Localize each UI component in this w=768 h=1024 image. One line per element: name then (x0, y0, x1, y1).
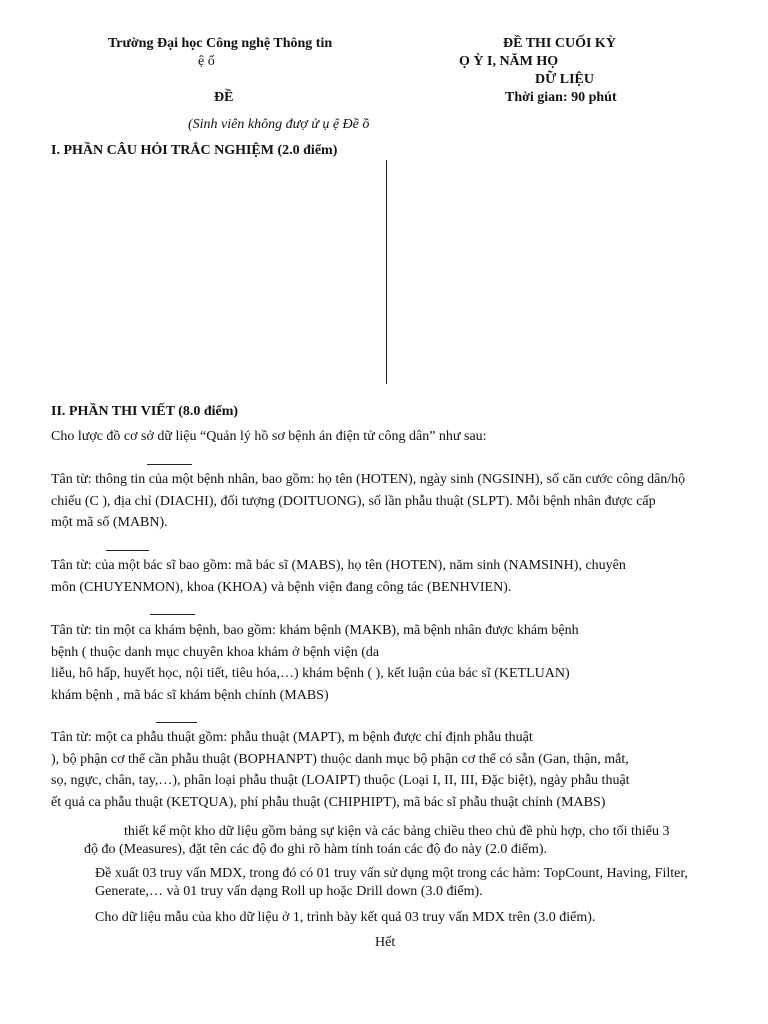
end-marker: Hết (375, 935, 396, 950)
relation-4-line: sọ, ngực, chân, tay,…), phân loại phẫu thuật (LOAIPT) thuộc (Loại I, II, III, Đặc biệt), ngày phẫu thuật (51, 773, 630, 788)
exam-term: Ọ Ỳ I, NĂM HỌ (459, 54, 559, 69)
relation-3-line: bệnh ( thuộc danh mục chuyên khoa khám ở bệnh viện (da (51, 644, 380, 660)
exam-code-label: ĐỀ (214, 90, 234, 105)
question-2-line-1: Đề xuất 03 truy vấn MDX, trong đó có 01 truy vấn sử dụng một trong các hàm: TopCount, Having, Filter, (95, 866, 688, 881)
relation-1-description (51, 469, 723, 534)
relation-1-line: một mã số (MABN). (51, 515, 168, 530)
relation-name-underline (150, 614, 195, 615)
relation-3-line: liễu, hô hấp, huyết học, nội tiết, tiêu hóa,…) khám bệnh ( ), kết luận của bác sĩ (KETLUAN) (51, 666, 570, 681)
question-2-line-2: Generate,… và 01 truy vấn dạng Roll up hoặc Drill down (3.0 điểm). (95, 884, 483, 899)
exam-note: (Sinh viên không đượ ử ụ ệ Đề ồ (188, 117, 370, 132)
schema-intro: Cho lược đồ cơ sở dữ liệu “Quản lý hồ sơ bệnh án điện tử công dân” như sau: (51, 429, 487, 444)
relation-3-line: Tân từ: tin một ca khám bệnh, bao gồm: khám bệnh (MAKB), mã bệnh nhân được khám bệnh (51, 623, 579, 638)
section-1-title: I. PHẦN CÂU HỎI TRẮC NGHIỆM (2.0 điểm) (51, 143, 338, 158)
question-3: Cho dữ liệu mẫu của kho dữ liệu ở 1, trình bày kết quả 03 truy vấn MDX trên (3.0 điểm). (95, 910, 596, 925)
relation-1-line: chiếu (C ), địa chỉ (DIACHI), đối tượng (DOITUONG), số lần phẫu thuật (SLPT). Mỗi bệnh nhân được cấp (51, 493, 656, 509)
relation-4-line: ết quả ca phẫu thuật (KETQUA), phí phẫu thuật (CHIPHIPT), mã bác sĩ phẫu thuật chính (MABS) (51, 794, 606, 810)
relation-2-description (51, 555, 723, 598)
vertical-divider (386, 160, 387, 384)
section-2-title: II. PHẦN THI VIẾT (8.0 điểm) (51, 404, 239, 419)
relation-4-description (51, 727, 723, 813)
relation-4-line: ), bộ phận cơ thể cần phẫu thuật (BOPHANPT) thuộc danh mục bộ phận cơ thể có sẵn (Gan, thận, mắt, (51, 751, 629, 767)
question-1-line-2: độ đo (Measures), đặt tên các độ đo ghi rõ hàm tính toán các độ đo này (2.0 điểm). (84, 842, 548, 857)
relation-name-underline (156, 722, 197, 723)
exam-title: ĐỀ THI CUỐI KỲ (503, 36, 616, 51)
relation-3-line: khám bệnh , mã bác sĩ khám bệnh chính (MABS) (51, 687, 329, 703)
relation-name-underline (147, 464, 192, 465)
relation-name-underline (106, 550, 149, 551)
relation-4-line: Tân từ: một ca phẫu thuật gồm: phẫu thuật (MAPT), m bệnh được chỉ định phẫu thuật (51, 730, 533, 745)
relation-2-line: Tân từ: của một bác sĩ bao gồm: mã bác sĩ (MABS), họ tên (HOTEN), năm sinh (NAMSINH), chuyên (51, 558, 626, 573)
exam-time: Thời gian: 90 phút (505, 90, 617, 105)
department-fragment: ệ ố (198, 54, 215, 69)
relation-2-line: môn (CHUYENMON), khoa (KHOA) và bệnh viện đang công tác (BENHVIEN). (51, 579, 512, 595)
relation-1-line: Tân từ: thông tin của một bệnh nhân, bao gồm: họ tên (HOTEN), ngày sinh (NGSINH), số căn cước công dân/hộ (51, 472, 686, 487)
question-1-line-1: thiết kế một kho dữ liệu gồm bảng sự kiện và các bảng chiều theo chủ đề phù hợp, cho tối thiểu 3 (124, 824, 670, 839)
exam-subject: DỮ LIỆU (535, 72, 594, 87)
school-name: Trường Đại học Công nghệ Thông tin (108, 36, 333, 51)
relation-3-description (51, 620, 723, 706)
